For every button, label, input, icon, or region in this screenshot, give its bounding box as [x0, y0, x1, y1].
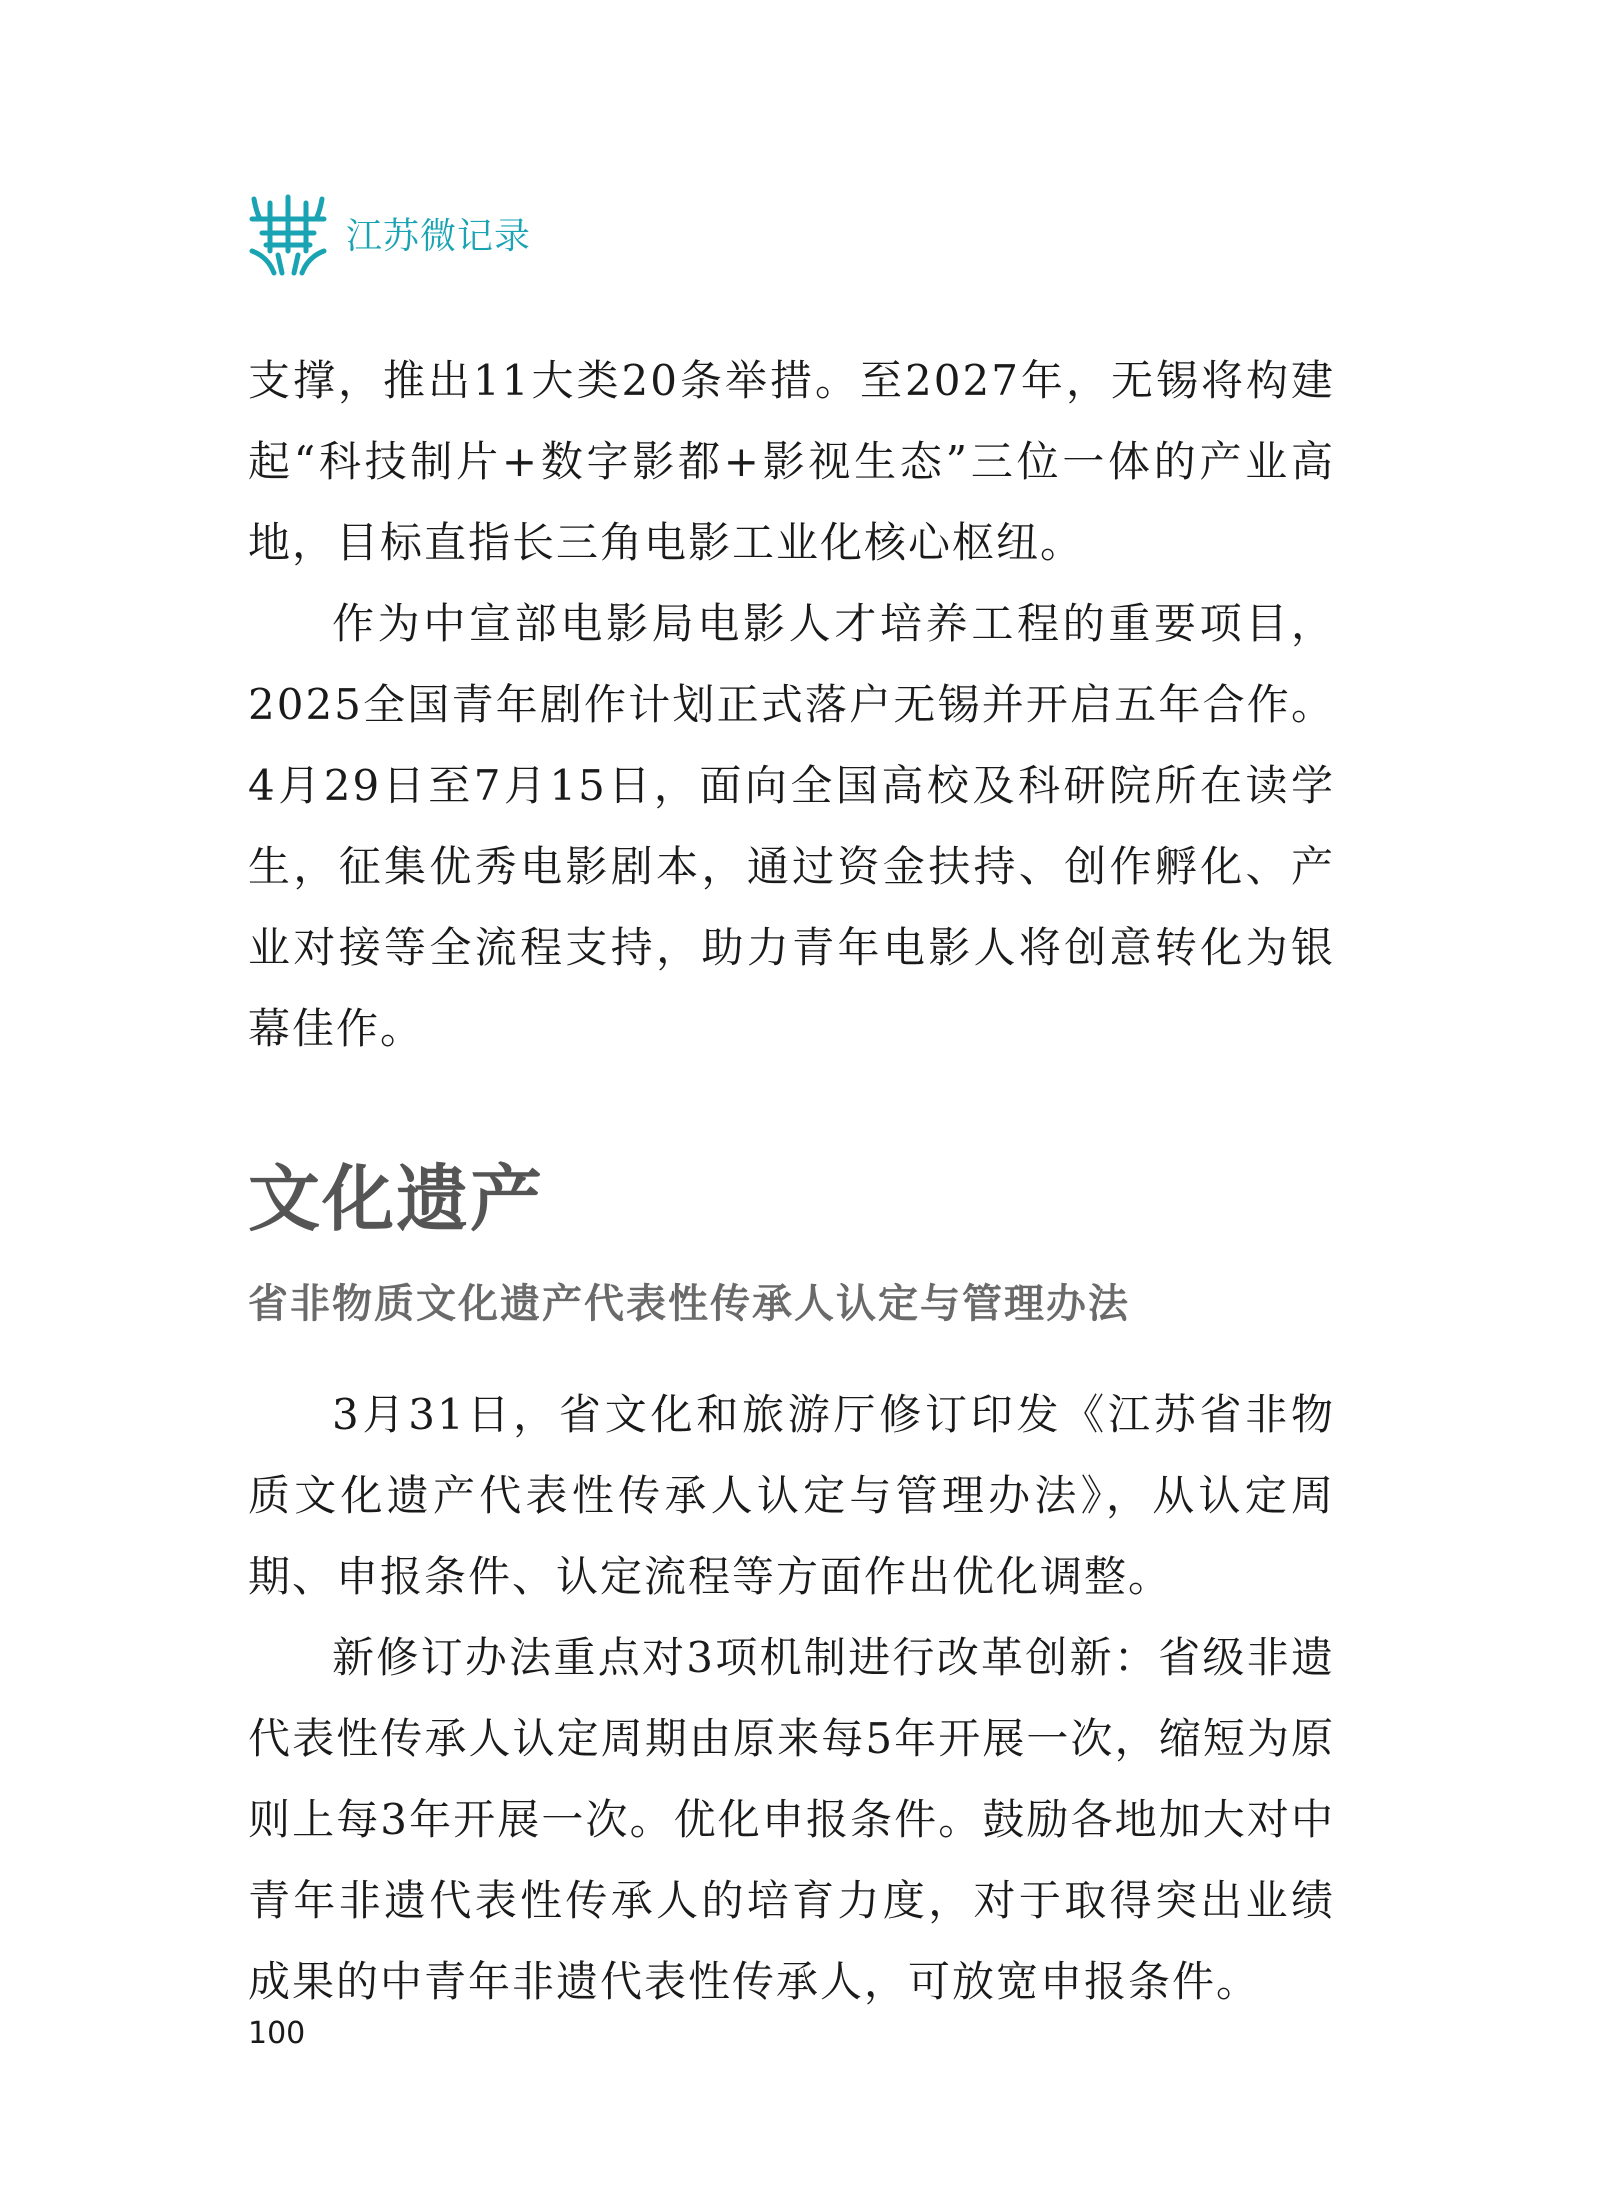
paragraph: 支撑，推出11大类20条举措。至2027年，无锡将构建起“科技制片+数字影都+影视生态”三位一体的产业高地，目标直指长三角电影工业化核心枢纽。 [248, 356, 1335, 567]
sub-heading: 省非物质文化遗产代表性传承人认定与管理办法 [248, 1281, 1130, 1327]
page-content [248, 340, 1335, 2022]
jiangsu-logo-icon [248, 189, 328, 277]
paragraph: 3月31日，省文化和旅游厅修订印发《江苏省非物质文化遗产代表性传承人认定与管理办法》，从认定周期、申报条件、认定流程等方面作出优化调整。 [248, 1390, 1335, 1601]
section-heading: 文化遗产 [248, 1157, 545, 1241]
brand-title: 江苏微记录 [346, 215, 532, 257]
page-number: 100 [248, 2016, 306, 2051]
paragraph: 作为中宣部电影局电影人才培养工程的重要项目，2025全国青年剧作计划正式落户无锡并开启五年合作。4月29日至7月15日，面向全国高校及科研院所在读学生，征集优秀电影剧本，通过资金扶持、创作孵化、产业对接等全流程支持，助力青年电影人将创意转化为银幕佳作。 [248, 599, 1335, 1053]
page-header [248, 188, 531, 278]
paragraph: 新修订办法重点对3项机制进行改革创新：省级非遗代表性传承人认定周期由原来每5年开展一次，缩短为原则上每3年开展一次。优化申报条件。鼓励各地加大对中青年非遗代表性传承人的培育力度，对于取得突出业绩成果的中青年非遗代表性传承人，可放宽申报条件。 [248, 1633, 1335, 2006]
